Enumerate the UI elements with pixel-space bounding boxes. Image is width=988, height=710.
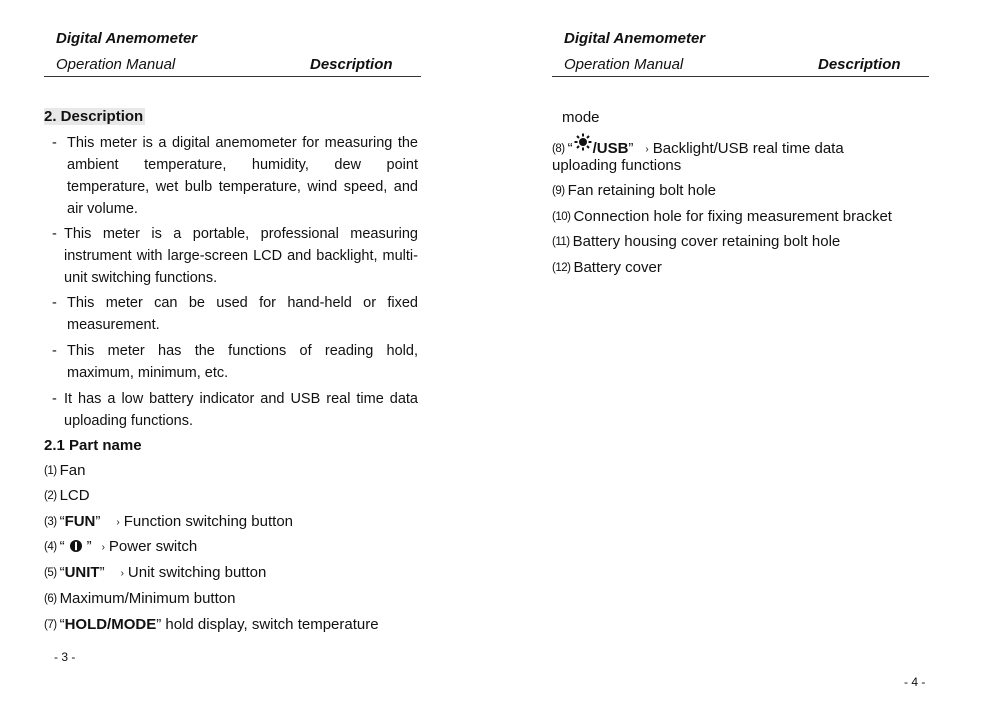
part-name-heading: 2.1 Part name	[44, 437, 142, 454]
close-quote: ”	[156, 616, 162, 633]
part-10	[552, 207, 892, 227]
continued-text: mode	[562, 109, 600, 126]
header-section: Description	[818, 56, 901, 73]
bullet-text: This meter can be used for hand-held or fixed measurement.	[67, 295, 418, 333]
sun-icon	[574, 136, 592, 153]
arrow-icon: ›	[645, 144, 649, 155]
bullet-text: This meter is a digital anemometer for measuring the ambient temperature, humidity, dew point temperature, wet bulb temperature, wind speed, and air volume.	[67, 135, 418, 217]
bullet-2	[52, 223, 418, 289]
part-6	[44, 589, 235, 609]
arrow-icon: ›	[120, 568, 124, 579]
open-quote: “	[59, 616, 65, 633]
part-number: (2)	[44, 490, 57, 502]
part-number: (10)	[552, 211, 571, 223]
part-text: Maximum/Minimum button	[59, 590, 236, 607]
close-quote: ”	[95, 513, 101, 530]
part-3	[44, 512, 293, 533]
part-text: Battery housing cover retaining bolt hole	[572, 233, 841, 250]
arrow-icon: ›	[116, 517, 120, 528]
part-text: Connection hole for fixing measurement bracket	[573, 208, 892, 225]
arrow-icon: ›	[101, 542, 105, 553]
bullet-dash: -	[52, 391, 57, 407]
close-quote: ”	[628, 140, 634, 157]
part-text: Battery cover	[573, 259, 662, 276]
header-section: Description	[310, 56, 393, 73]
header-rule	[44, 76, 421, 77]
part-1	[44, 461, 85, 481]
part-12	[552, 258, 662, 278]
header-subtitle: Operation Manual	[56, 56, 176, 73]
section-heading: 2. Description	[44, 108, 144, 125]
bullet-dash: -	[52, 343, 57, 359]
bullet-3	[52, 292, 418, 336]
part-text: Power switch	[108, 538, 198, 555]
bullet-text: This meter has the functions of reading hold, maximum, minimum, etc.	[67, 343, 418, 381]
page-number: - 3 -	[54, 650, 76, 664]
page-number: - 4 -	[904, 675, 926, 689]
header-title: Digital Anemometer	[56, 30, 198, 47]
part-text: Backlight/USB real time data	[652, 140, 844, 157]
part-2	[44, 486, 90, 506]
bullet-text: This meter is a portable, professional measuring instrument with large-screen LCD and backlight, multi-unit switching functions.	[64, 226, 418, 286]
part-number: (6)	[44, 593, 57, 605]
bullet-text: It has a low battery indicator and USB real time data uploading functions.	[64, 391, 418, 429]
bullet-dash: -	[52, 226, 57, 242]
part-7	[44, 615, 379, 635]
part-text: Fan retaining bolt hole	[567, 182, 716, 199]
part-text: Function switching button	[123, 513, 293, 530]
part-9	[552, 181, 716, 201]
part-number: (4)	[44, 541, 57, 553]
hold-mode-key-label: HOLD/MODE	[64, 616, 157, 633]
fun-key-label: FUN	[64, 513, 96, 530]
power-icon	[69, 538, 83, 555]
part-text: hold display, switch temperature	[165, 616, 379, 633]
part-text: LCD	[59, 487, 90, 504]
part-number: (5)	[44, 567, 57, 579]
right-page	[494, 0, 988, 710]
bullet-1	[52, 132, 418, 220]
part-number: (1)	[44, 465, 57, 477]
part-11	[552, 232, 840, 252]
part-number: (11)	[552, 236, 570, 248]
open-quote: “	[59, 564, 65, 581]
bullet-dash: -	[52, 135, 57, 151]
part-8-continued: uploading functions	[552, 157, 682, 174]
bullet-5	[52, 388, 418, 432]
part-number: (7)	[44, 619, 57, 631]
part-number: (3)	[44, 516, 57, 528]
part-text: Unit switching button	[127, 564, 267, 581]
open-quote: “	[567, 140, 573, 157]
header-title: Digital Anemometer	[564, 30, 706, 47]
unit-key-label: UNIT	[64, 564, 100, 581]
part-number: (12)	[552, 262, 571, 274]
part-text: Fan	[59, 462, 86, 479]
close-quote: ”	[86, 538, 92, 555]
bullet-4	[52, 340, 418, 384]
part-number: (9)	[552, 185, 565, 197]
part-4	[44, 537, 197, 558]
open-quote: “	[59, 513, 65, 530]
usb-key-label: /USB	[592, 140, 629, 157]
close-quote: ”	[99, 564, 105, 581]
bullet-dash: -	[52, 295, 57, 311]
part-number: (8)	[552, 143, 565, 155]
header-subtitle: Operation Manual	[564, 56, 684, 73]
part-5	[44, 563, 266, 584]
header-rule	[552, 76, 929, 77]
open-quote: “	[59, 538, 65, 555]
